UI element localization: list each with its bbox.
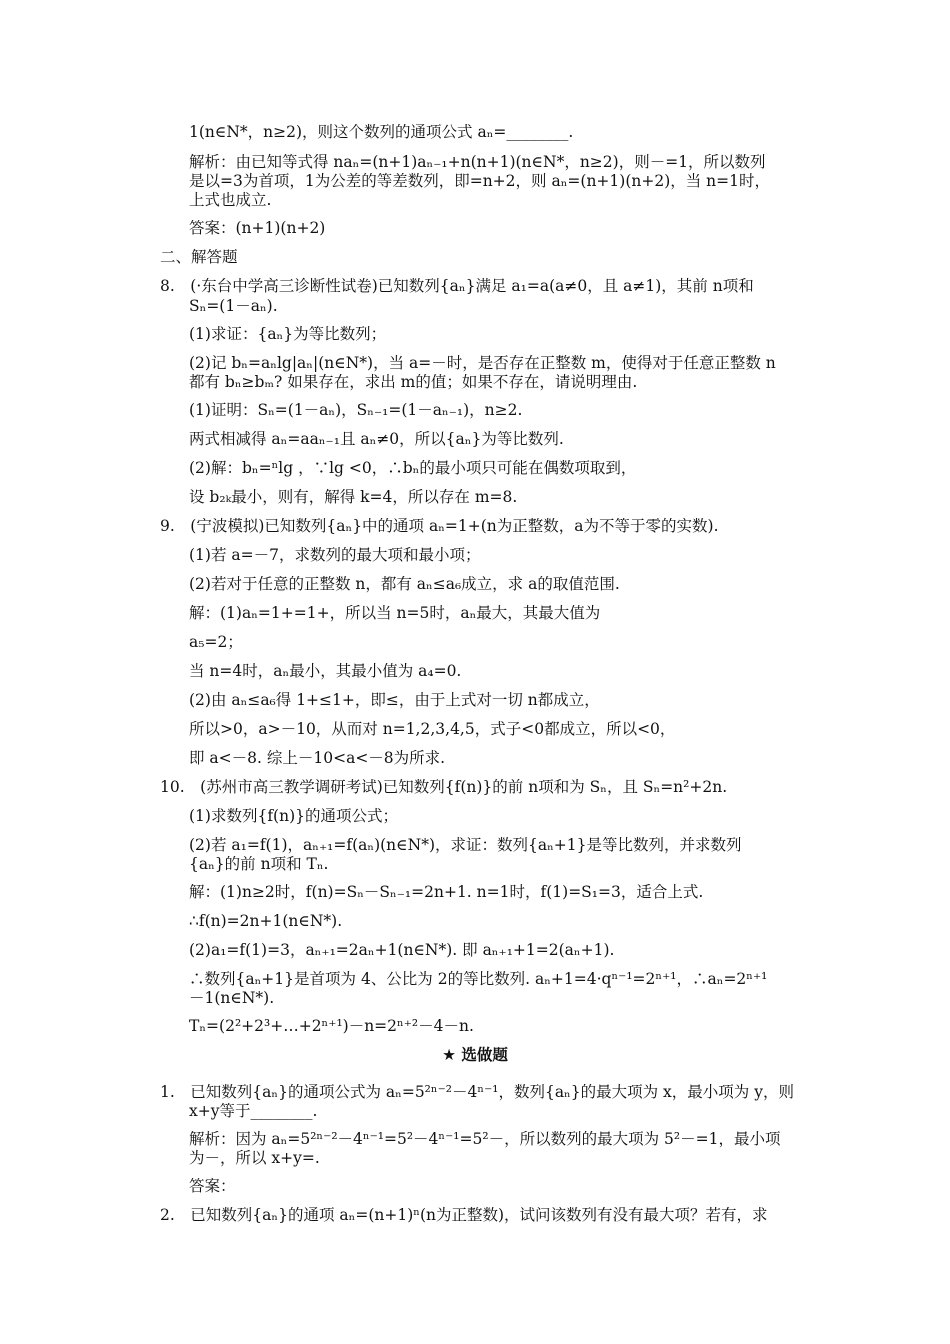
- text-line: 所以>0，a>－10，从而对 n=1,2,3,4,5，式子<0都成立，所以<0，: [189, 720, 676, 738]
- text-line: 解：(1)n≥2时，f(n)=Sₙ－Sₙ₋₁=2n+1. n=1时，f(1)=S₁=3，适合上式.: [189, 883, 704, 901]
- text-line: 2. 已知数列{aₙ}的通项 aₙ=(n+1)ⁿ(n为正整数)，试问该数列有没有最大项？若有，求: [160, 1206, 768, 1224]
- text-line: ∴f(n)=2n+1(n∈N*).: [189, 912, 343, 930]
- text-line: 都有 bₙ≥bₘ? 如果存在，求出 m的值；如果不存在，请说明理由.: [189, 373, 638, 391]
- text-line: (1)若 a=－7，求数列的最大项和最小项；: [189, 546, 481, 564]
- text-line: 设 b₂ₖ最小，则有，解得 k=4，所以存在 m=8.: [189, 488, 518, 506]
- text-line: (2)由 aₙ≤a₆得 1+≤1+，即≤，由于上式对一切 n都成立，: [189, 691, 600, 709]
- text-line: 即 a<－8. 综上－10<a<－8为所求.: [189, 749, 446, 767]
- text-line: x+y等于________.: [189, 1102, 318, 1120]
- text-line: (2)解：bₙ=ⁿlg ，∵lg <0，∴bₙ的最小项只可能在偶数项取到，: [189, 459, 637, 477]
- text-line: (2)记 bₙ=aₙlg|aₙ|(n∈N*)，当 a=－时，是否存在正整数 m，使得对于任意正整数 n: [189, 354, 776, 372]
- text-line: 1. 已知数列{aₙ}的通项公式为 aₙ=5²ⁿ⁻²－4ⁿ⁻¹，数列{aₙ}的最大项为 x，最小项为 y，则: [160, 1083, 794, 1101]
- text-line: a₅=2；: [189, 633, 243, 651]
- text-line: Tₙ=(2²+2³+…+2ⁿ⁺¹)－n=2ⁿ⁺²－4－n.: [189, 1017, 474, 1035]
- text-line: 答案：: [189, 1177, 236, 1195]
- text-line: －1(n∈N*).: [189, 989, 275, 1007]
- text-line: Sₙ=(1－aₙ).: [189, 297, 278, 315]
- text-line: (1)求证：{aₙ}为等比数列；: [189, 325, 387, 343]
- text-line: 10. (苏州市高三教学调研考试)已知数列{f(n)}的前 n项和为 Sₙ，且 Sₙ=n²+2n.: [160, 778, 728, 796]
- text-line: (2)若 a₁=f(1)，aₙ₊₁=f(aₙ)(n∈N*)，求证：数列{aₙ+1}是等比数列，并求数列: [189, 836, 742, 854]
- section-heading: ★ 选做题: [442, 1046, 508, 1064]
- text-line: {aₙ}的前 n项和 Tₙ.: [189, 855, 329, 873]
- text-line: 当 n=4时，aₙ最小，其最小值为 a₄=0.: [189, 662, 462, 680]
- text-line: 二、解答题: [160, 248, 238, 266]
- text-line: ∴数列{aₙ+1}是首项为 4、公比为 2的等比数列. aₙ+1=4·qⁿ⁻¹=2ⁿ⁺¹，∴aₙ=2ⁿ⁺¹: [189, 970, 768, 988]
- text-line: 解析：由已知等式得 naₙ=(n+1)aₙ₋₁+n(n+1)(n∈N*，n≥2)，则－=1，所以数列: [189, 153, 766, 171]
- text-line: 上式也成立.: [189, 191, 272, 209]
- text-line: 两式相减得 aₙ=aaₙ₋₁且 aₙ≠0，所以{aₙ}为等比数列.: [189, 430, 564, 448]
- text-line: 8. (·东台中学高三诊断性试卷)已知数列{aₙ}满足 a₁=a(a≠0，且 a≠1)，其前 n项和: [160, 277, 754, 295]
- text-line: 解析：因为 aₙ=5²ⁿ⁻²－4ⁿ⁻¹=5²－4ⁿ⁻¹=5²－，所以数列的最大项为 5²－=1，最小项: [189, 1130, 781, 1148]
- text-line: 答案：(n+1)(n+2): [189, 219, 326, 237]
- text-line: (1)求数列{f(n)}的通项公式；: [189, 807, 398, 825]
- text-line: 解：(1)aₙ=1+=1+，所以当 n=5时，aₙ最大，其最大值为: [189, 604, 601, 622]
- text-line: 1(n∈N*，n≥2)，则这个数列的通项公式 aₙ=________.: [189, 123, 574, 141]
- text-line: 9. (宁波模拟)已知数列{aₙ}中的通项 aₙ=1+(n为正整数，a为不等于零的实数).: [160, 517, 719, 535]
- text-line: (1)证明：Sₙ=(1－aₙ)，Sₙ₋₁=(1－aₙ₋₁)，n≥2.: [189, 401, 523, 419]
- text-line: (2)若对于任意的正整数 n，都有 aₙ≤a₆成立，求 a的取值范围.: [189, 575, 620, 593]
- text-line: 为－，所以 x+y=.: [189, 1149, 320, 1167]
- text-line: (2)a₁=f(1)=3，aₙ₊₁=2aₙ+1(n∈N*). 即 aₙ₊₁+1=2(aₙ+1).: [189, 941, 615, 959]
- text-line: 是以=3为首项，1为公差的等差数列，即=n+2，则 aₙ=(n+1)(n+2)，当 n=1时，: [189, 172, 771, 190]
